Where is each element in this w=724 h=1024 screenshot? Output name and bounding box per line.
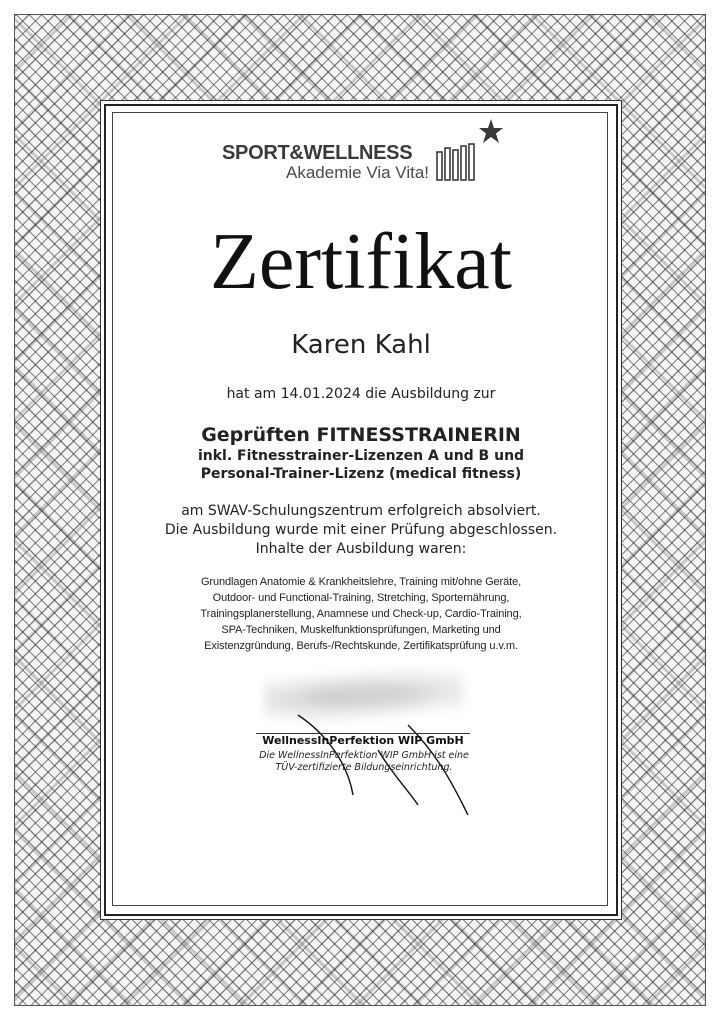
certificate-title: Zertifikat bbox=[209, 218, 513, 306]
license-line: Personal-Trainer-Lizenz (medical fitness) bbox=[200, 466, 522, 482]
logo-brand-text: SPORT&WELLNESS bbox=[222, 142, 413, 164]
contents-line: Trainingsplanerstellung, Anamnese und Check-up, Cardio-Training, bbox=[200, 608, 522, 620]
star-logo-icon bbox=[478, 118, 504, 144]
body-line: Die Ausbildung wurde mit einer Prüfung abgeschlossen. bbox=[164, 522, 558, 538]
intro-line: hat am 14.01.2024 die Ausbildung zur bbox=[226, 386, 496, 402]
body-line: Inhalte der Ausbildung waren: bbox=[255, 541, 467, 557]
contents-line: Grundlagen Anatomie & Krankheitslehre, Training mit/ohne Geräte, bbox=[200, 576, 522, 588]
body-line: am SWAV-Schulungszentrum erfolgreich absolviert. bbox=[181, 503, 541, 519]
license-line: inkl. Fitnesstrainer-Lizenzen A und B und bbox=[197, 448, 525, 464]
contents-line: Outdoor- und Functional-Training, Stretching, Sporternährung, bbox=[212, 592, 510, 604]
logo-subtitle-text: Akademie Via Vita! bbox=[286, 163, 430, 182]
academy-logo bbox=[222, 118, 512, 188]
contents-line: Existenzgründung, Berufs-/Rechtskunde, Zertifikatsprüfung u.v.m. bbox=[204, 640, 518, 652]
issuer-note-line: Die WellnessInPerfektion WIP GmbH ist eine bbox=[259, 750, 469, 761]
issuer-note-line: TÜV-zertifizierte Bildungseinrichtung. bbox=[275, 762, 453, 773]
issuer-name: WellnessInPerfektion WIP GmbH bbox=[262, 734, 464, 747]
qualification-title: Geprüften FITNESSTRAINERIN bbox=[201, 424, 521, 446]
bars-logo-icon bbox=[436, 142, 480, 182]
recipient-name: Karen Kahl bbox=[291, 330, 431, 360]
contents-line: SPA-Techniken, Muskelfunktionsprüfungen, Marketing und bbox=[221, 624, 501, 636]
